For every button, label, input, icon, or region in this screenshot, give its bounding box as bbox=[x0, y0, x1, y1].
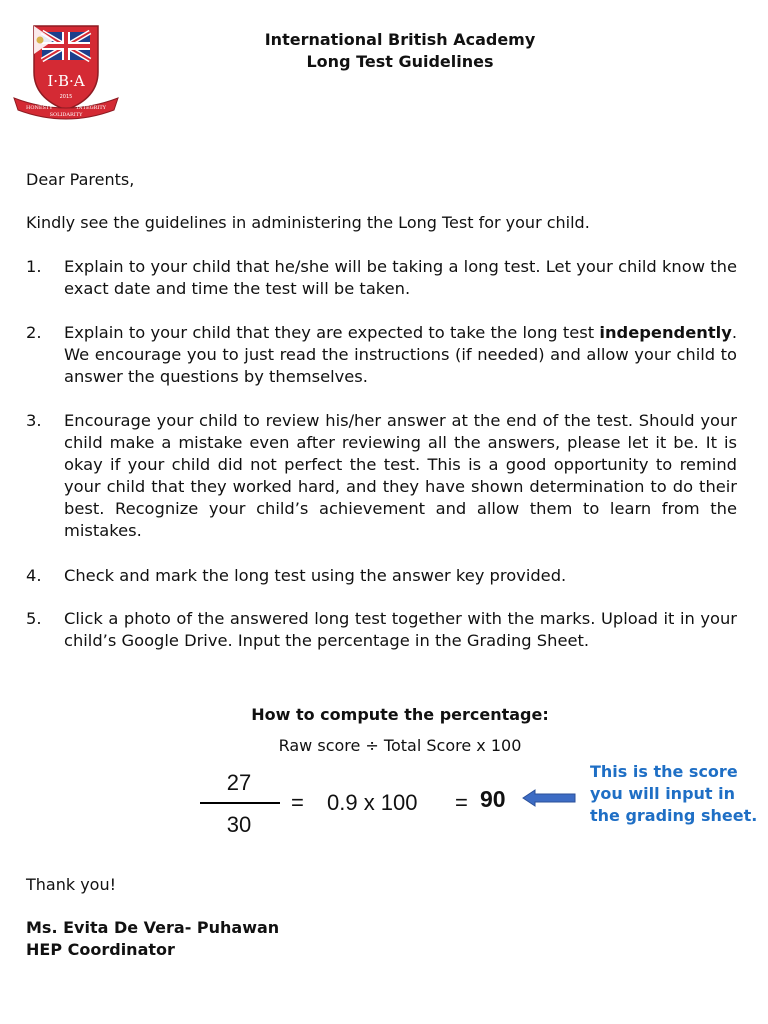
middle-value: 0.9 x 100 bbox=[327, 790, 418, 815]
list-item bbox=[26, 410, 738, 542]
ribbon-word-3: INTEGRITY bbox=[76, 105, 106, 111]
item-text: Check and mark the long test using the answer key provided. bbox=[64, 566, 567, 585]
school-logo bbox=[10, 14, 122, 122]
signature-role: HEP Coordinator bbox=[26, 940, 175, 959]
item-text: Click a photo of the answered long test together with the marks. Upload it in your child’s Google Drive. Input the percentage in the Grading Sheet. bbox=[64, 609, 737, 650]
closing-text: Thank you! bbox=[26, 875, 117, 894]
item-number: 4. bbox=[26, 566, 42, 585]
list-item bbox=[26, 608, 738, 674]
computation-formula: Raw score ÷ Total Score x 100 bbox=[278, 736, 522, 755]
item-text-after: . We encourage you to just read the instructions (if needed) and allow your child to answer the questions by themselves. bbox=[64, 323, 737, 386]
item-number: 2. bbox=[26, 323, 42, 342]
logo-year: 2015 bbox=[59, 94, 73, 100]
list-item bbox=[26, 322, 738, 388]
fraction-denominator: 30 bbox=[226, 812, 252, 837]
ribbon-word-1: HONESTY bbox=[26, 105, 53, 111]
item-text: Explain to your child that he/she will be taking a long test. Let your child know the exact date and time the test will be taken. bbox=[64, 257, 737, 298]
score-note: This is the score you will input in the grading sheet. bbox=[590, 762, 758, 825]
signature-name: Ms. Evita De Vera- Puhawan bbox=[26, 918, 280, 937]
greeting: Dear Parents, bbox=[26, 170, 135, 189]
fraction-bar bbox=[200, 802, 280, 804]
equals-sign: = bbox=[291, 790, 304, 815]
item-text bbox=[64, 322, 737, 388]
item-number: 1. bbox=[26, 257, 42, 276]
equals-sign: = bbox=[455, 790, 468, 815]
fraction-numerator: 27 bbox=[226, 770, 252, 795]
item-number: 3. bbox=[26, 411, 42, 430]
computation-title: How to compute the percentage: bbox=[251, 705, 549, 724]
item-text-before: Explain to your child that they are expected to take the long test bbox=[64, 323, 600, 342]
ribbon-word-2: SOLIDARITY bbox=[49, 112, 83, 118]
item-emphasis: independently bbox=[599, 323, 732, 342]
document-title: Long Test Guidelines bbox=[306, 52, 494, 71]
item-number: 5. bbox=[26, 609, 42, 628]
item-text: Encourage your child to review his/her answer at the end of the test. Should your child make a mistake even after reviewing all the answers, please let it be. It is okay if your child did not perfect the test. This is a good opportunity to remind your child that they worked hard, and they have shown determination to do their best. Recognize your child’s achievement and allow them to learn from the mistakes. bbox=[64, 411, 737, 540]
arrow-left-icon bbox=[521, 789, 577, 807]
intro-text: Kindly see the guidelines in administering the Long Test for your child. bbox=[26, 213, 590, 232]
logo-initials: I·B·A bbox=[47, 72, 85, 90]
list-item bbox=[26, 256, 738, 300]
list-item bbox=[26, 565, 738, 587]
school-name: International British Academy bbox=[264, 30, 536, 49]
result-value: 90 bbox=[480, 786, 506, 812]
